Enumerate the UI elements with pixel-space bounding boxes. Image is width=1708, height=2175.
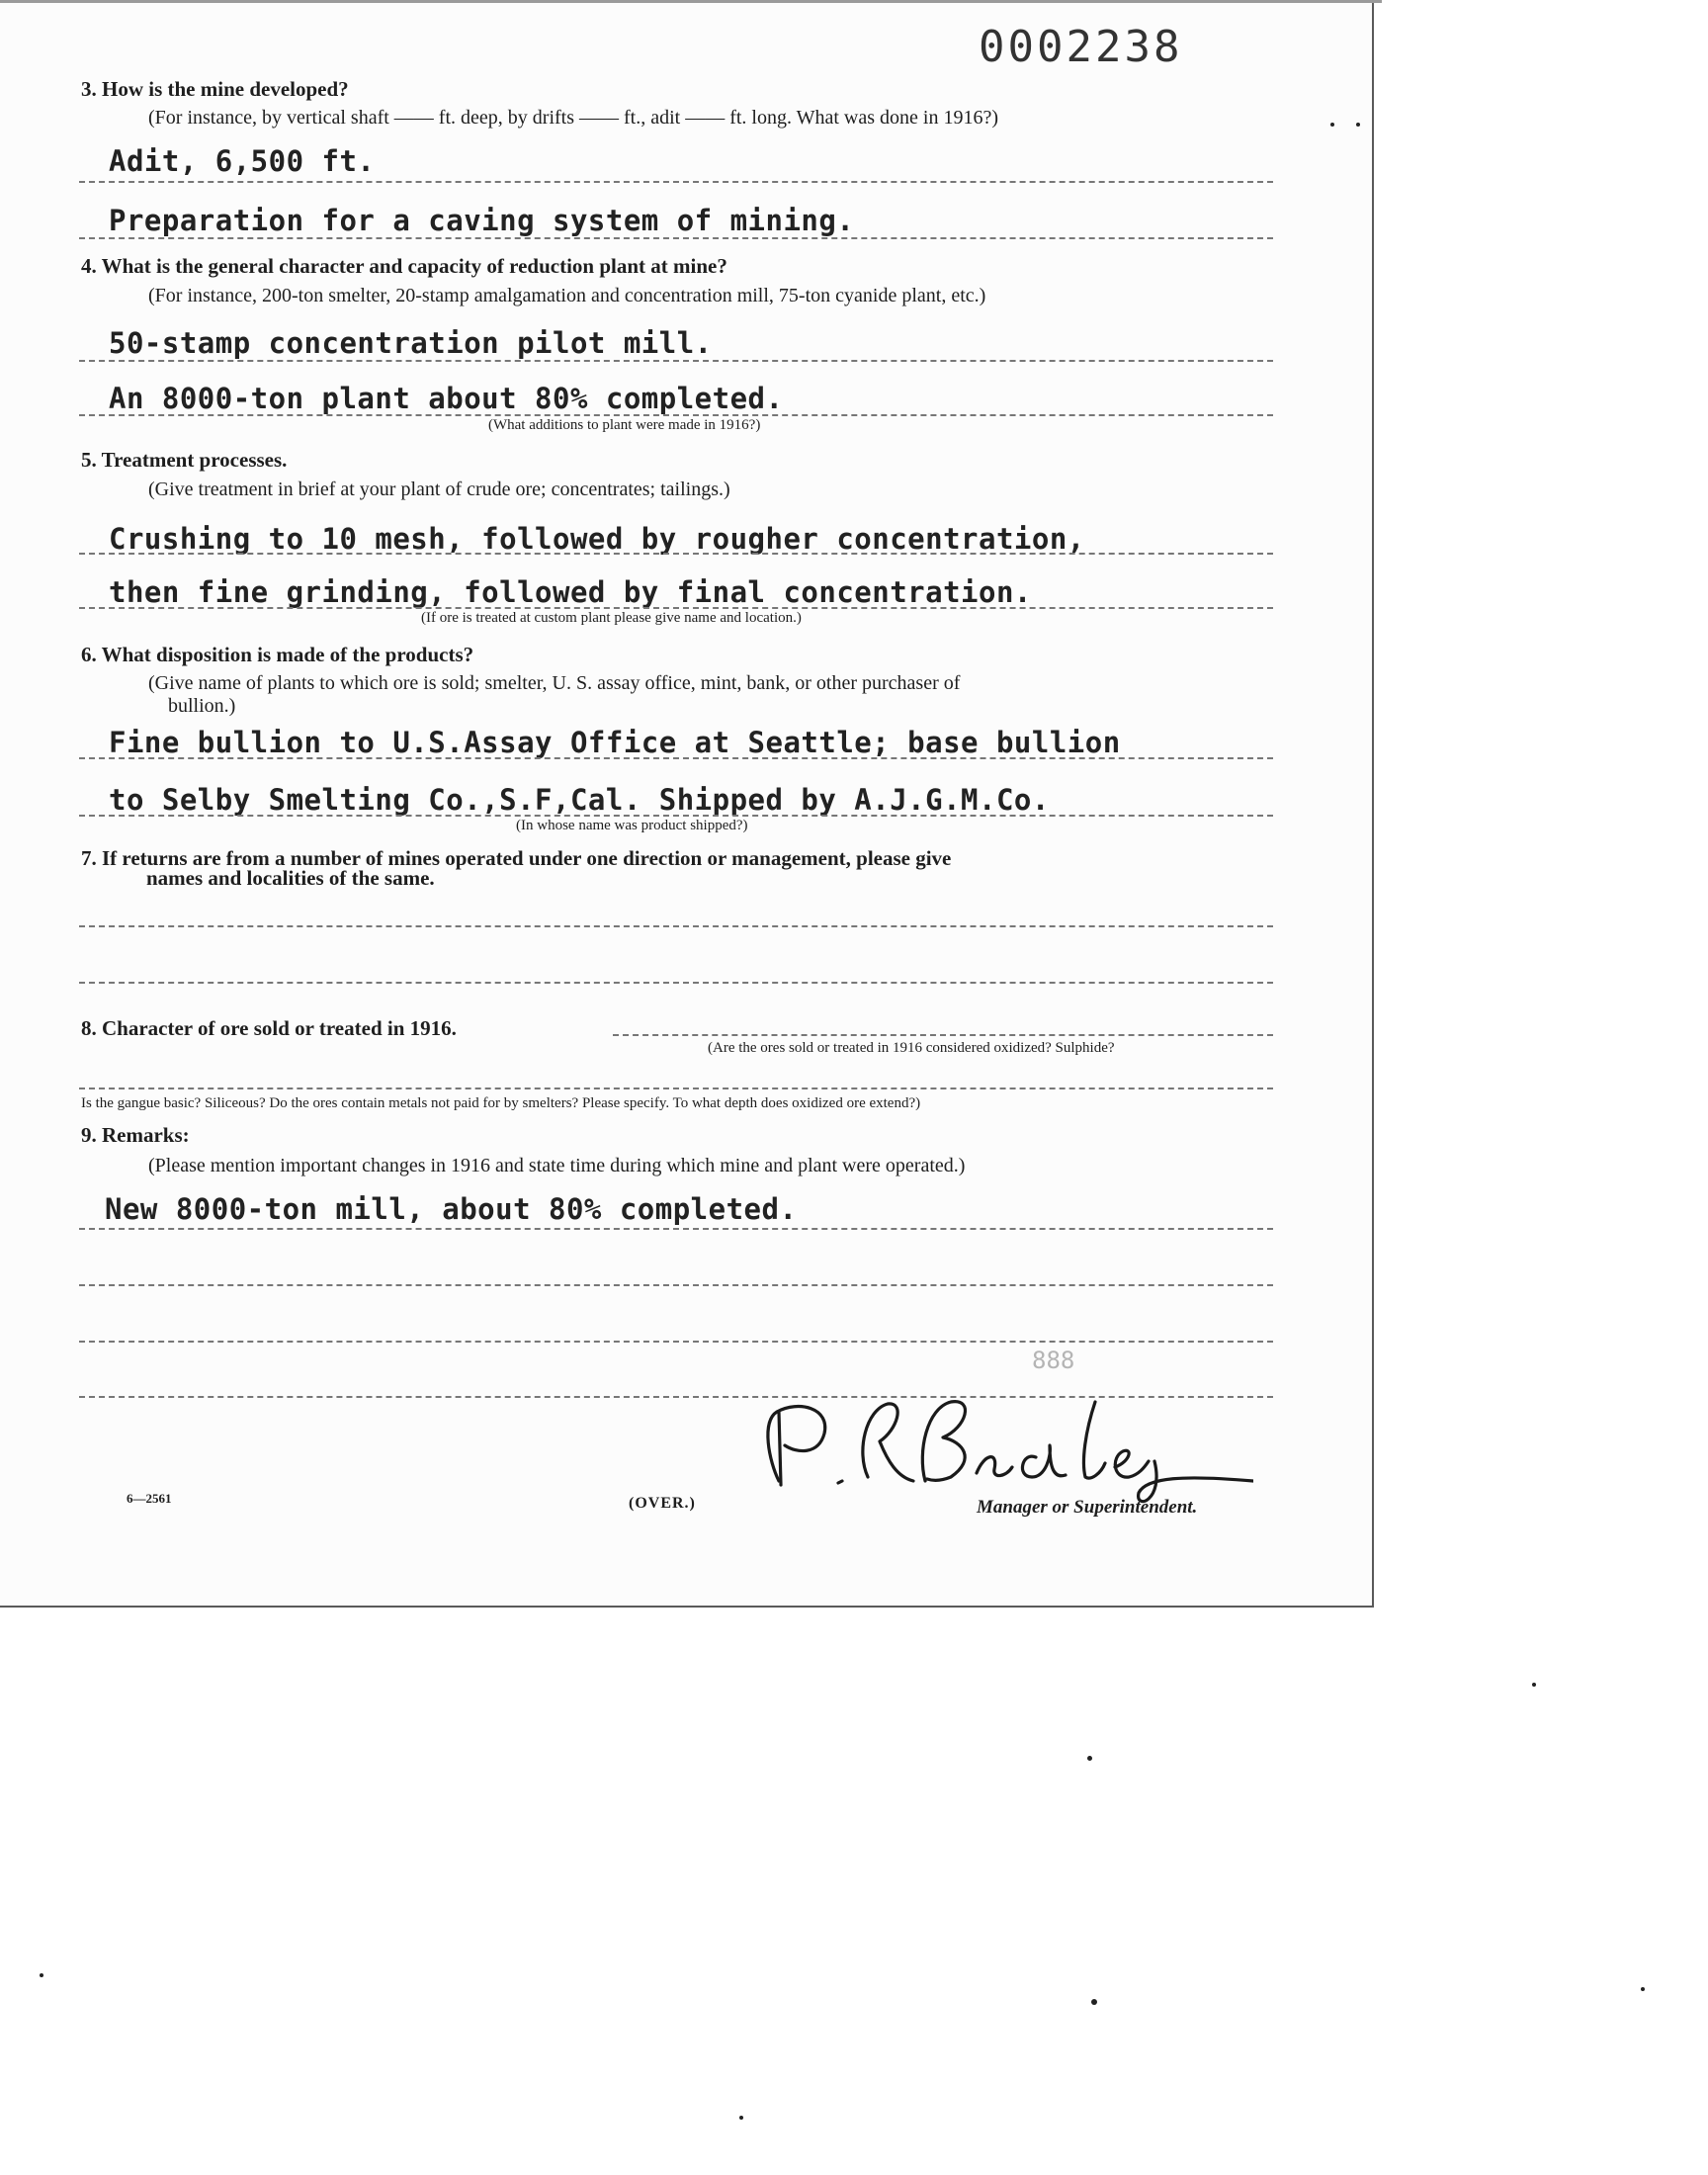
question-6-caption: (In whose name was product shipped?) <box>516 818 748 833</box>
question-8-caption-1: (Are the ores sold or treated in 1916 considered oxidized? Sulphide? <box>708 1040 1115 1056</box>
signer-role: Manager or Superintendent. <box>977 1497 1198 1518</box>
answer-line <box>79 1341 1273 1343</box>
answer-line <box>79 607 1273 609</box>
scan-speck <box>1091 1999 1097 2005</box>
scan-speck <box>1532 1683 1536 1687</box>
scan-speck <box>40 1973 43 1977</box>
answer-line <box>79 815 1273 817</box>
question-3-answer-1: Adit, 6,500 ft. <box>109 144 376 178</box>
question-3-instruction: (For instance, by vertical shaft —— ft. deep, by drifts —— ft., adit —— ft. long. What was done in 1916?) <box>148 107 998 129</box>
form-number: 6—2561 <box>127 1491 172 1506</box>
question-8-caption-2: Is the gangue basic? Siliceous? Do the ores contain metals not paid for by smelters? Please specify. To what depth does oxidized ore extend?) <box>81 1095 921 1111</box>
question-5-title: 5. Treatment processes. <box>81 448 288 472</box>
question-3-title: 3. How is the mine developed? <box>81 77 349 101</box>
page-top-edge <box>0 0 1382 3</box>
question-5-answer-1: Crushing to 10 mesh, followed by rougher concentration, <box>109 522 1085 556</box>
over-label: (OVER.) <box>629 1495 696 1512</box>
answer-line <box>79 982 1273 984</box>
question-4-answer-1: 50-stamp concentration pilot mill. <box>109 326 713 360</box>
answer-line <box>79 1284 1273 1286</box>
scan-speck <box>1087 1756 1092 1761</box>
question-4-answer-2: An 8000-ton plant about 80% completed. <box>109 382 784 415</box>
question-4-title: 4. What is the general character and capacity of reduction plant at mine? <box>81 254 727 278</box>
document-number-stamp: 0002238 <box>979 22 1183 72</box>
question-9-instruction: (Please mention important changes in 1916 and state time during which mine and plant were operated.) <box>148 1155 966 1176</box>
question-5-caption: (If ore is treated at custom plant please give name and location.) <box>421 610 802 626</box>
answer-line <box>79 1088 1273 1089</box>
question-9-title: 9. Remarks: <box>81 1123 190 1147</box>
question-4-instruction: (For instance, 200-ton smelter, 20-stamp amalgamation and concentration mill, 75-ton cyanide plant, etc.) <box>148 285 986 306</box>
signature-image <box>739 1382 1253 1511</box>
question-5-answer-2: then fine grinding, followed by final concentration. <box>109 575 1032 609</box>
question-6-instruction-1: (Give name of plants to which ore is sold; smelter, U. S. assay office, mint, bank, or other purchaser of <box>148 672 961 694</box>
scan-speck <box>1641 1987 1645 1991</box>
question-8-title: 8. Character of ore sold or treated in 1916. <box>81 1016 457 1040</box>
answer-line <box>79 925 1273 927</box>
question-6-answer-2: to Selby Smelting Co.,S.F,Cal. Shipped by A.J.G.M.Co. <box>109 783 1050 817</box>
question-3-answer-2: Preparation for a caving system of mining. <box>109 204 855 237</box>
question-6-instruction-2: bullion.) <box>168 695 236 717</box>
question-5-instruction: (Give treatment in brief at your plant of crude ore; concentrates; tailings.) <box>148 478 730 500</box>
answer-line <box>79 414 1273 416</box>
question-7-title-1: 7. If returns are from a number of mines operated under one direction or management, please give <box>81 846 952 870</box>
answer-line <box>79 553 1273 555</box>
question-6-answer-1: Fine bullion to U.S.Assay Office at Seattle; base bullion <box>109 726 1121 759</box>
scan-speck <box>1356 123 1360 127</box>
question-6-title: 6. What disposition is made of the products? <box>81 643 474 666</box>
question-9-answer: New 8000-ton mill, about 80% completed. <box>105 1192 798 1226</box>
scan-speck <box>1330 123 1334 127</box>
answer-line <box>79 757 1273 759</box>
answer-line <box>79 237 1273 239</box>
answer-line <box>613 1034 1273 1036</box>
scan-speck <box>739 2116 743 2120</box>
answer-line <box>79 181 1273 183</box>
question-4-caption: (What additions to plant were made in 1916?) <box>488 417 761 433</box>
answer-line <box>79 1228 1273 1230</box>
question-7-title-2: names and localities of the same. <box>146 866 435 890</box>
answer-line <box>79 360 1273 362</box>
faint-bleedthrough-number: 888 <box>1032 1347 1075 1374</box>
